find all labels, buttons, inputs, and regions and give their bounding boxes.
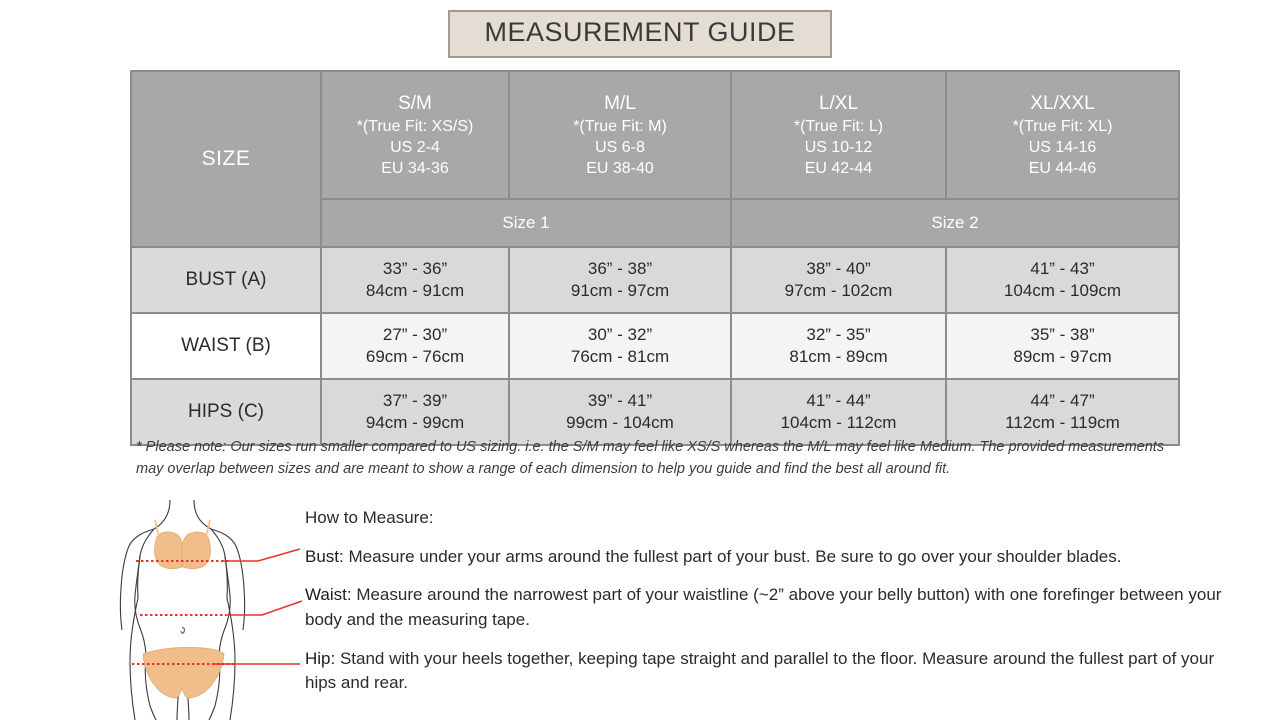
table-header-row <box>131 71 1179 199</box>
how-to-measure-section <box>305 506 1240 710</box>
value-cm: 112cm - 119cm <box>1005 413 1120 432</box>
header-column-0 <box>321 71 509 199</box>
cell-bust-ml <box>509 247 731 313</box>
value-cm: 76cm - 81cm <box>570 347 670 366</box>
header-column-2 <box>731 71 946 199</box>
value-inches: 30” - 32” <box>587 324 653 344</box>
size-eu: EU 38-40 <box>586 160 654 178</box>
value-inches: 33” - 36” <box>382 258 448 278</box>
value-inches: 37” - 39” <box>382 390 448 410</box>
value-inches: 41” - 43” <box>1030 258 1095 278</box>
value-inches: 39” - 41” <box>587 390 653 410</box>
how-to-lead-hip: Hip: <box>305 648 336 668</box>
how-to-lead-bust: Bust: <box>305 546 344 566</box>
value-cm: 84cm - 91cm <box>365 281 465 300</box>
size-eu: EU 34-36 <box>381 160 449 178</box>
value-inches: 35” - 38” <box>1030 324 1095 344</box>
header-column-1 <box>509 71 731 199</box>
how-to-item-hip <box>305 647 1240 696</box>
size-chart-container <box>130 70 1178 446</box>
value-cm: 99cm - 104cm <box>566 413 674 432</box>
briefs <box>143 647 224 698</box>
value-cm: 104cm - 112cm <box>780 413 897 432</box>
cell-waist-lxl <box>731 313 946 379</box>
value-inches: 36” - 38” <box>587 258 653 278</box>
size-truefit: *(True Fit: M) <box>573 117 667 135</box>
sizing-footnote: * Please note: Our sizes run smaller compared to US sizing. i.e. the S/M may feel like XS/S whereas the M/L may feel like Medium. The provided measurements may overlap between sizes and are meant to show a range of each dimension to help you guide and find the best all around fit. <box>136 439 1165 478</box>
size-us: US 14-16 <box>1028 138 1097 156</box>
size-truefit: *(True Fit: XS/S) <box>356 117 474 135</box>
row-label-waist: WAIST (B) <box>131 313 321 379</box>
navel <box>181 628 184 633</box>
cell-waist-ml <box>509 313 731 379</box>
cell-bust-xlxxl <box>946 247 1179 313</box>
row-label-hips: HIPS (C) <box>131 379 321 445</box>
size-chart-table <box>130 70 1180 446</box>
how-to-text-bust: Measure under your arms around the fullest part of your bust. Be sure to go over your shoulder blades. <box>343 546 1122 566</box>
size-name: XL/XXL <box>1030 92 1095 114</box>
how-to-item-waist <box>305 583 1240 632</box>
value-cm: 94cm - 99cm <box>365 413 465 432</box>
value-inches: 32” - 35” <box>806 324 871 344</box>
bra-right-cup <box>182 532 211 569</box>
size-truefit: *(True Fit: XL) <box>1012 117 1113 135</box>
size-us: US 6-8 <box>595 138 645 156</box>
bra-left-cup <box>155 532 184 569</box>
header-column-3 <box>946 71 1179 199</box>
size-us: US 10-12 <box>804 138 873 156</box>
body-diagram <box>108 498 318 720</box>
value-inches: 41” - 44” <box>806 390 871 410</box>
table-row <box>131 247 1179 313</box>
value-cm: 89cm - 97cm <box>1013 347 1112 366</box>
value-cm: 69cm - 76cm <box>365 347 465 366</box>
value-cm: 104cm - 109cm <box>1003 281 1122 300</box>
row-label-bust: BUST (A) <box>131 247 321 313</box>
size-name: S/M <box>398 92 432 114</box>
value-cm: 81cm - 89cm <box>789 347 888 366</box>
value-inches: 44” - 47” <box>1030 390 1095 410</box>
how-to-measure-heading: How to Measure: <box>305 508 434 527</box>
value-inches: 27” - 30” <box>382 324 448 344</box>
page-title: MEASUREMENT GUIDE <box>448 10 831 58</box>
value-cm: 91cm - 97cm <box>570 281 670 300</box>
how-to-item-bust <box>305 545 1240 570</box>
size-us: US 2-4 <box>390 138 440 156</box>
size-eu: EU 44-46 <box>1028 160 1097 178</box>
value-cm: 97cm - 102cm <box>784 281 893 300</box>
size-name: L/XL <box>818 92 859 114</box>
value-inches: 38” - 40” <box>806 258 871 278</box>
size-truefit: *(True Fit: L) <box>793 117 884 135</box>
size-group-1: Size 1 <box>321 199 731 247</box>
table-row <box>131 313 1179 379</box>
how-to-lead-waist: Waist: <box>305 585 352 605</box>
how-to-text-waist: Measure around the narrowest part of your waistline (~2” above your belly button) with one forefinger between your body and the measuring tape. <box>305 585 1222 629</box>
size-group-2: Size 2 <box>731 199 1179 247</box>
size-eu: EU 42-44 <box>804 160 873 178</box>
title-bar <box>0 10 1280 58</box>
how-to-text-hip: Stand with your heels together, keeping tape straight and parallel to the floor. Measure around the fullest part of your hips and rear. <box>305 648 1215 693</box>
header-size-label: SIZE <box>131 71 321 247</box>
cell-waist-sm <box>321 313 509 379</box>
cell-bust-sm <box>321 247 509 313</box>
cell-waist-xlxxl <box>946 313 1179 379</box>
cell-bust-lxl <box>731 247 946 313</box>
size-name: M/L <box>604 92 636 114</box>
